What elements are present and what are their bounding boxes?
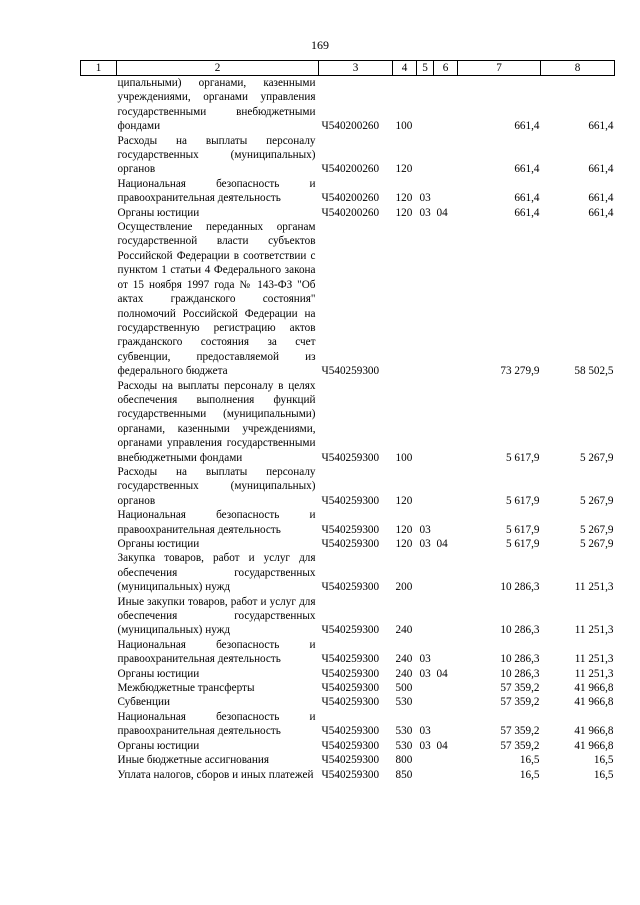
- row-subsection: 04: [436, 667, 448, 680]
- row-target-code: Ч540259300: [321, 696, 380, 709]
- row-sum-year1: 10 286,3: [500, 624, 540, 637]
- row-sum-year2: 41 966,8: [574, 725, 614, 738]
- row-section: 03: [419, 192, 431, 205]
- row-sum-year1: 10 286,3: [500, 653, 540, 666]
- row-expense-type: 120: [395, 523, 413, 536]
- row-number-cell: [81, 595, 117, 638]
- row-section: [417, 465, 434, 508]
- row-target-code: Ч540259300: [321, 523, 380, 536]
- row-expense-type: 120: [395, 494, 413, 507]
- row-subsection: [434, 695, 458, 709]
- row-name: Закупка товаров, работ и услуг для обеспечения государственных (муниципальных) нужд: [117, 552, 316, 594]
- table-row: [81, 177, 615, 206]
- row-name: Субвенции: [117, 696, 170, 709]
- row-expense-type: 530: [395, 739, 413, 752]
- row-target-code: Ч540259300: [321, 725, 380, 738]
- row-target-code: Ч540259300: [321, 494, 380, 507]
- row-name: Национальная безопасность и правоохранительная деятельность: [117, 509, 316, 536]
- row-sum-year1: 16,5: [519, 768, 540, 781]
- row-sum-year1: 73 279,9: [500, 365, 540, 378]
- row-name: Расходы на выплаты персоналу в целях обеспечения выполнения функций государственными (муниципальными) органами, казенными учреждениями, органами управления государственными внебюджетными фондами: [117, 379, 316, 464]
- row-name: Расходы на выплаты персоналу государственных (муниципальных) органов: [117, 465, 316, 507]
- header-col-1: 1: [81, 61, 117, 76]
- table-row: [81, 206, 615, 220]
- header-col-5: 5: [417, 61, 434, 76]
- table-row: [81, 551, 615, 594]
- row-sum-year2: 58 502,5: [574, 365, 614, 378]
- row-name: Межбюджетные трансферты: [117, 682, 255, 695]
- row-sum-year1: 10 286,3: [500, 667, 540, 680]
- row-sum-year2: 661,4: [588, 192, 614, 205]
- row-sum-year2: 5 267,9: [579, 523, 614, 536]
- header-col-4: 4: [393, 61, 417, 76]
- row-section: [417, 695, 434, 709]
- row-sum-year1: 661,4: [514, 120, 540, 133]
- row-section: 03: [419, 653, 431, 666]
- header-col-2: 2: [117, 61, 319, 76]
- row-name: Национальная безопасность и правоохранительная деятельность: [117, 177, 316, 205]
- row-section: 03: [419, 523, 431, 536]
- page-number: 169: [311, 38, 329, 52]
- row-name: Осуществление переданных органам государственной власти субъектов Российской Федерации в соответствии с пунктом 1 статьи 4 Федерального закона от 15 ноября 1997 года № 143-ФЗ "Об актах гражданского состояния" полномочий Российской Федерации на государственную регистрацию актов гражданского состояния за счет субвенции, предоставляемой из федерального бюджета: [117, 221, 316, 378]
- row-target-code: Ч540200260: [321, 120, 380, 133]
- row-name: Органы юстиции: [117, 206, 200, 219]
- table-row: [81, 220, 615, 378]
- table-header: [81, 61, 615, 76]
- row-target-code: Ч540259300: [321, 451, 380, 464]
- header-row: [81, 61, 615, 76]
- row-section: 03: [419, 206, 431, 219]
- row-number-cell: [81, 638, 117, 667]
- table-row: [81, 753, 615, 767]
- row-sum-year1: 5 617,9: [505, 494, 540, 507]
- row-number-cell: [81, 551, 117, 594]
- row-number-cell: [81, 508, 117, 537]
- row-sum-year1: 661,4: [514, 206, 540, 219]
- row-section: [417, 681, 434, 695]
- row-target-code: Ч540259300: [321, 581, 380, 594]
- row-target-code: Ч540200260: [321, 192, 380, 205]
- row-section: [417, 76, 434, 134]
- row-subsection: [434, 379, 458, 465]
- row-sum-year2: 41 966,8: [574, 696, 614, 709]
- row-number-cell: [81, 681, 117, 695]
- row-target-code: Ч540259300: [321, 365, 380, 378]
- row-sum-year1: 5 617,9: [505, 538, 540, 550]
- row-number-cell: [81, 220, 117, 378]
- table-row: [81, 638, 615, 667]
- row-number-cell: [81, 667, 117, 681]
- row-target-code: Ч540200260: [321, 206, 380, 219]
- row-sum-year1: 10 286,3: [500, 581, 540, 594]
- row-section: [417, 768, 434, 782]
- row-sum-year2: 11 251,3: [574, 581, 614, 594]
- row-name: Иные закупки товаров, работ и услуг для обеспечения государственных (муниципальных) нужд: [117, 595, 316, 637]
- row-expense-type: 530: [395, 696, 413, 709]
- row-section: [417, 595, 434, 638]
- row-sum-year2: 661,4: [588, 163, 614, 176]
- table-row: [81, 710, 615, 739]
- row-sum-year1: 5 617,9: [505, 451, 540, 464]
- row-number-cell: [81, 134, 117, 177]
- row-number-cell: [81, 710, 117, 739]
- row-section: [417, 379, 434, 465]
- table-row: [81, 595, 615, 638]
- row-expense-type: 100: [395, 451, 413, 464]
- row-sum-year2: 5 267,9: [579, 451, 614, 464]
- table-row: [81, 465, 615, 508]
- row-number-cell: [81, 465, 117, 508]
- row-expense-type: 120: [395, 163, 413, 176]
- row-sum-year1: 661,4: [514, 192, 540, 205]
- row-sum-year1: 5 617,9: [505, 523, 540, 536]
- row-section: [417, 551, 434, 594]
- table-row: [81, 134, 615, 177]
- table-row: [81, 681, 615, 695]
- row-subsection: [434, 177, 458, 206]
- row-section: 03: [419, 667, 431, 680]
- row-target-code: Ч540259300: [321, 653, 380, 666]
- table-row: [81, 76, 615, 134]
- row-section: [417, 753, 434, 767]
- header-col-6: 6: [434, 61, 458, 76]
- row-expense-type: 200: [395, 581, 413, 594]
- row-sum-year1: 57 359,2: [500, 682, 540, 695]
- row-expense-type: 800: [395, 754, 413, 767]
- row-sum-year2: 16,5: [593, 768, 614, 781]
- row-section: 03: [419, 538, 431, 550]
- row-sum-year1: 57 359,2: [500, 739, 540, 752]
- row-expense-type: [393, 220, 417, 378]
- row-sum-year1: 661,4: [514, 163, 540, 176]
- row-number-cell: [81, 768, 117, 782]
- row-expense-type: 100: [395, 120, 413, 133]
- row-sum-year2: 5 267,9: [579, 538, 614, 550]
- row-subsection: [434, 710, 458, 739]
- row-name: Органы юстиции: [117, 667, 200, 680]
- row-number-cell: [81, 537, 117, 551]
- row-subsection: [434, 551, 458, 594]
- table-row: [81, 379, 615, 465]
- row-expense-type: 240: [395, 653, 413, 666]
- row-subsection: [434, 753, 458, 767]
- row-subsection: [434, 638, 458, 667]
- row-sum-year2: 11 251,3: [574, 667, 614, 680]
- row-expense-type: 500: [395, 682, 413, 695]
- row-target-code: Ч540259300: [321, 682, 380, 695]
- table-row: [81, 768, 615, 782]
- row-expense-type: 240: [395, 624, 413, 637]
- row-name: Органы юстиции: [117, 538, 200, 550]
- row-subsection: [434, 220, 458, 378]
- row-name: Органы юстиции: [117, 739, 200, 752]
- row-expense-type: 240: [395, 667, 413, 680]
- row-section: [417, 134, 434, 177]
- table-body: [81, 76, 615, 782]
- row-sum-year2: 11 251,3: [574, 653, 614, 666]
- row-name: Расходы на выплаты персоналу государственных (муниципальных) органов: [117, 134, 316, 176]
- row-number-cell: [81, 695, 117, 709]
- row-expense-type: 120: [395, 192, 413, 205]
- row-target-code: Ч540200260: [321, 163, 380, 176]
- row-number-cell: [81, 177, 117, 206]
- row-expense-type: 120: [395, 206, 413, 219]
- row-section: [417, 220, 434, 378]
- row-number-cell: [81, 753, 117, 767]
- row-target-code: Ч540259300: [321, 739, 380, 752]
- row-subsection: 04: [436, 739, 448, 752]
- row-number-cell: [81, 739, 117, 753]
- row-sum-year2: 11 251,3: [574, 624, 614, 637]
- row-sum-year1: 16,5: [519, 754, 540, 767]
- table-row: [81, 537, 615, 551]
- header-col-3: 3: [319, 61, 393, 76]
- row-subsection: [434, 768, 458, 782]
- table-row: [81, 695, 615, 709]
- row-sum-year2: 41 966,8: [574, 739, 614, 752]
- row-target-code: Ч540259300: [321, 624, 380, 637]
- row-target-code: Ч540259300: [321, 768, 380, 781]
- row-subsection: [434, 508, 458, 537]
- row-subsection: 04: [436, 206, 448, 219]
- table-row: [81, 508, 615, 537]
- row-target-code: Ч540259300: [321, 754, 380, 767]
- row-expense-type: 850: [395, 768, 413, 781]
- header-col-7: 7: [458, 61, 541, 76]
- row-subsection: [434, 76, 458, 134]
- row-section: 03: [419, 725, 431, 738]
- row-number-cell: [81, 76, 117, 134]
- row-sum-year2: 5 267,9: [579, 494, 614, 507]
- row-sum-year1: 57 359,2: [500, 696, 540, 709]
- budget-table: [80, 60, 615, 782]
- table-row: [81, 667, 615, 681]
- row-subsection: 04: [436, 538, 448, 550]
- row-sum-year2: 16,5: [593, 754, 614, 767]
- row-name: ципальными) органами, казенными учреждениями, органами управления государственными внебюджетными фондами: [117, 77, 316, 133]
- row-number-cell: [81, 379, 117, 465]
- row-name: Национальная безопасность и правоохранительная деятельность: [117, 710, 316, 738]
- row-sum-year2: 41 966,8: [574, 682, 614, 695]
- row-number-cell: [81, 206, 117, 220]
- row-sum-year1: 57 359,2: [500, 725, 540, 738]
- row-name: Уплата налогов, сборов и иных платежей: [117, 768, 314, 781]
- row-sum-year2: 661,4: [588, 120, 614, 133]
- row-subsection: [434, 595, 458, 638]
- row-subsection: [434, 134, 458, 177]
- row-target-code: Ч540259300: [321, 667, 380, 680]
- table-row: [81, 739, 615, 753]
- row-name: Национальная безопасность и правоохранительная деятельность: [117, 638, 316, 666]
- row-target-code: Ч540259300: [321, 538, 380, 550]
- row-subsection: [434, 465, 458, 508]
- row-expense-type: 120: [395, 538, 413, 550]
- row-subsection: [434, 681, 458, 695]
- header-col-8: 8: [541, 61, 615, 76]
- row-section: 03: [419, 739, 431, 752]
- row-sum-year2: 661,4: [588, 206, 614, 219]
- row-name: Иные бюджетные ассигнования: [117, 754, 269, 767]
- row-expense-type: 530: [395, 725, 413, 738]
